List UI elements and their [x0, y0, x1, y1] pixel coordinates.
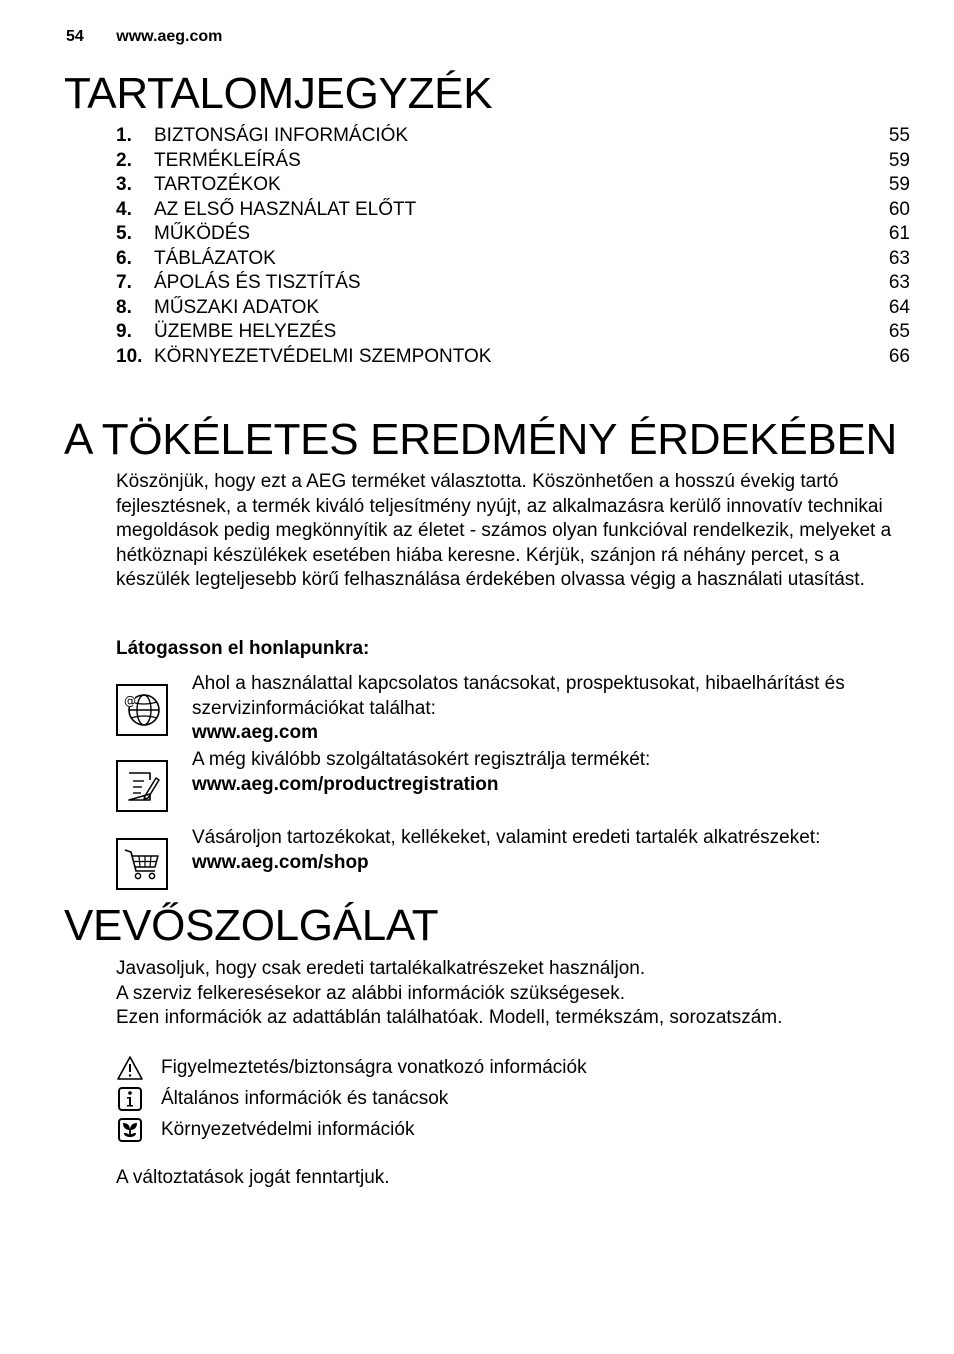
toc-title: BIZTONSÁGI INFORMÁCIÓK [154, 125, 409, 147]
visit-label: Látogasson el honlapunkra: [116, 638, 370, 659]
info-icon [116, 1086, 144, 1112]
toc-title: ÜZEMBE HELYEZÉS [154, 321, 337, 343]
toc-number: 10. [116, 345, 143, 367]
toc-number: 2. [116, 149, 132, 171]
visit-description: Vásároljon tartozékokat, kellékeket, valamint eredeti tartalék alkatrészeket: [192, 827, 821, 848]
toc-title: MŰKÖDÉS [154, 223, 251, 245]
service-line: Ezen információk az adattáblán találhatóak. Modell, termékszám, sorozatszám. [116, 1007, 783, 1028]
toc-row[interactable] [116, 271, 910, 296]
toc-heading: TARTALOMJEGYZÉK [64, 69, 493, 118]
toc-number: 1. [116, 125, 132, 147]
visit-text [192, 672, 906, 746]
toc-page: 59 [888, 174, 910, 196]
service-line: Javasoljuk, hogy csak eredeti tartalékalkatrészeket használjon. [116, 958, 646, 979]
environment-icon [116, 1117, 144, 1143]
toc-number: 8. [116, 296, 132, 318]
toc-page: 55 [888, 125, 910, 147]
toc-row[interactable] [116, 296, 910, 321]
toc-title: ÁPOLÁS ÉS TISZTÍTÁS [154, 272, 361, 294]
toc-page: 59 [888, 149, 910, 171]
table-of-contents [116, 124, 910, 369]
toc-row[interactable] [116, 198, 910, 223]
legend-text: Környezetvédelmi információk [161, 1118, 415, 1140]
toc-row[interactable] [116, 345, 910, 370]
toc-row[interactable] [116, 247, 910, 272]
toc-title: AZ ELSŐ HASZNÁLAT ELŐTT [154, 198, 417, 220]
header-url[interactable]: www.aeg.com [116, 28, 223, 45]
page-number: 54 [66, 28, 84, 45]
visit-item-website [116, 673, 906, 746]
toc-row[interactable] [116, 320, 910, 345]
toc-row[interactable] [116, 222, 910, 247]
toc-page: 66 [888, 345, 910, 367]
toc-title: TERMÉKLEÍRÁS [154, 149, 301, 171]
toc-title: TÁBLÁZATOK [154, 247, 276, 269]
website-link[interactable]: www.aeg.com [192, 722, 318, 743]
toc-number: 5. [116, 223, 132, 245]
toc-title: MŰSZAKI ADATOK [154, 296, 320, 318]
service-line: A szerviz felkeresésekor az alábbi információk szükségesek. [116, 982, 626, 1004]
globe-at-icon [116, 684, 168, 736]
svg-text:@: @ [124, 694, 136, 708]
legend-row [116, 1114, 816, 1145]
registration-pen-icon [116, 760, 168, 812]
visit-item-shop [116, 827, 906, 890]
toc-number: 3. [116, 174, 132, 196]
toc-row[interactable] [116, 173, 910, 198]
visit-text [192, 826, 820, 890]
intro-paragraph: Köszönjük, hogy ezt a AEG terméket választotta. Köszönhetően a hosszú évekig tartó fejlesztésnek, a termék kiváló teljesítmény nyújt, az alkalmazásra kerülő innovatív technikai megoldások pedig megkönnyítik az életet - számos olyan funkcióval rendelkezik, melyeket a hétköznapi készülékek esetében hiába keresne. Kérjük, szánjon rá néhány percet, s a készülék legteljesebb körű felhasználása érdekében olvassa végig a használati utasítást. [116, 471, 892, 590]
toc-number: 6. [116, 247, 132, 269]
page-header [66, 28, 222, 46]
toc-number: 7. [116, 272, 132, 294]
toc-page: 63 [888, 272, 910, 294]
toc-page: 63 [888, 247, 910, 269]
toc-page: 61 [888, 223, 910, 245]
legend-row [116, 1083, 816, 1114]
toc-page: 60 [888, 198, 910, 220]
registration-link[interactable]: www.aeg.com/productregistration [192, 773, 499, 795]
shopping-cart-icon [116, 838, 168, 890]
warning-triangle-icon [116, 1055, 144, 1081]
toc-number: 9. [116, 321, 132, 343]
toc-page: 65 [888, 321, 910, 343]
visit-item-registration [116, 749, 906, 812]
footer-note: A változtatások jogát fenntartjuk. [116, 1167, 390, 1188]
toc-page: 64 [888, 296, 910, 318]
service-paragraph [116, 957, 906, 1031]
toc-number: 4. [116, 198, 132, 220]
service-heading: VEVŐSZOLGÁLAT [64, 901, 439, 950]
legend-row [116, 1052, 816, 1083]
shop-link[interactable]: www.aeg.com/shop [192, 851, 369, 873]
toc-title: KÖRNYEZETVÉDELMI SZEMPONTOK [154, 345, 492, 367]
toc-title: TARTOZÉKOK [154, 174, 281, 196]
visit-description: A még kiválóbb szolgáltatásokért regisztrálja termékét: [192, 749, 651, 770]
symbol-legend [116, 1052, 816, 1145]
intro-heading: A TÖKÉLETES EREDMÉNY ÉRDEKÉBEN [64, 415, 897, 464]
legend-text: Általános információk és tanácsok [161, 1087, 449, 1109]
visit-text [192, 748, 650, 812]
toc-row[interactable] [116, 124, 910, 149]
toc-row[interactable] [116, 149, 910, 174]
visit-description: Ahol a használattal kapcsolatos tanácsokat, prospektusokat, hibaelhárítást és szervizinformációkat találhat: [192, 673, 845, 719]
legend-text: Figyelmeztetés/biztonságra vonatkozó információk [161, 1056, 587, 1078]
